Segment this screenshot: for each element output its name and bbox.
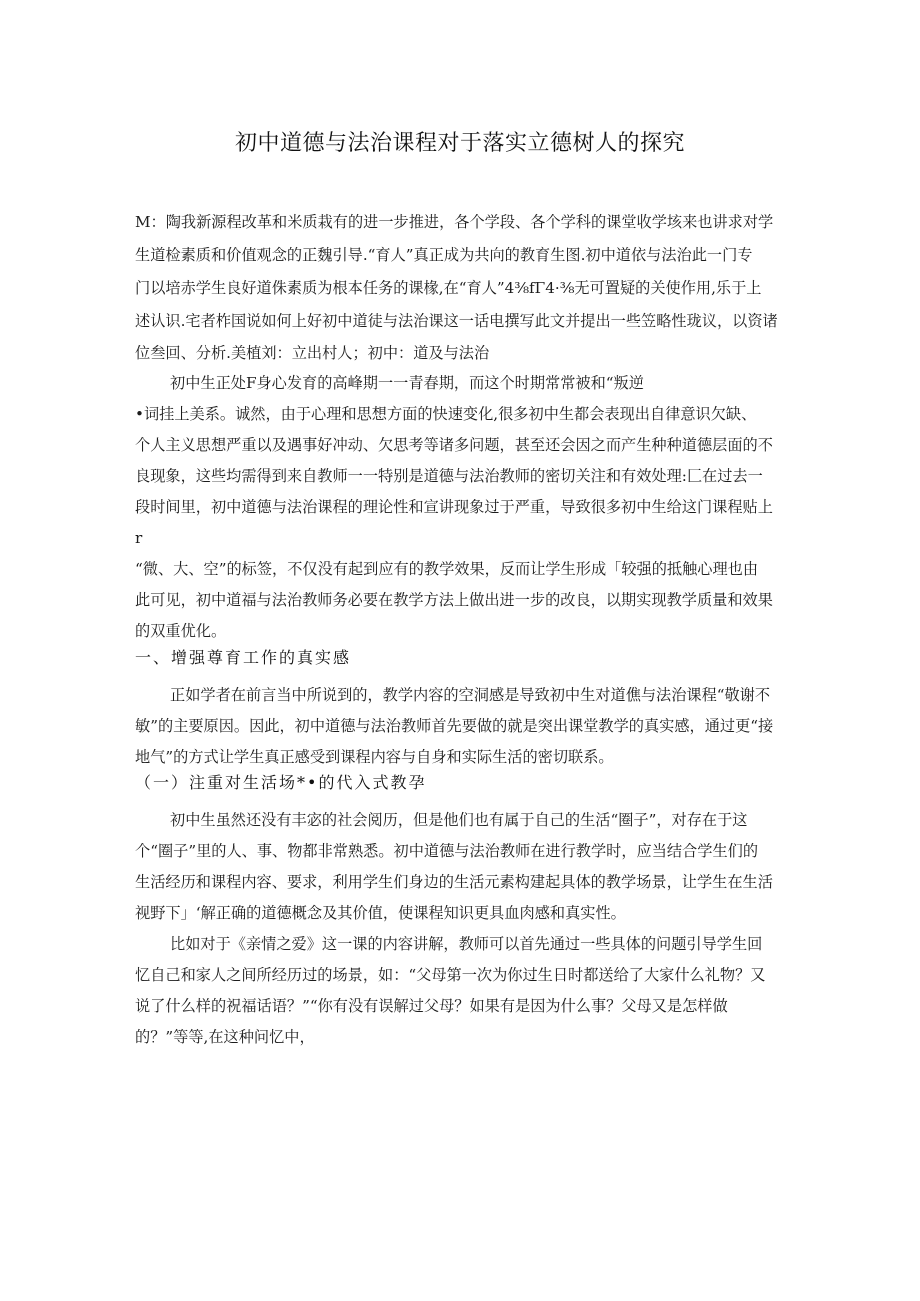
abstract-line-4: 述认识.宅者柞国说如何上好初中道徒与法治课这一话电撰写此文并提出一些笠略性珑议，以资诸 (135, 312, 778, 330)
paragraph-line: 忆自己和家人之间所经历过的场景，如：“父母第一次为你过生日时都送给了大家什么礼物？又 (135, 966, 766, 984)
paragraph-line: 比如对于《亲情之爱》这一课的内容讲解，教师可以首先通过一些具体的问题引导学生回 (170, 935, 763, 953)
paragraph-line: 生活经历和课程内容、要求，利用学生们身边的生活元素构建起具体的教学场景，让学生在生活 (135, 873, 773, 891)
document-title: 初中道德与法治课程对于落实立德树人的探究 (234, 131, 685, 156)
paragraph-line: 地气”的方式让学生真正感受到课程内容与自身和实际生活的密切联系。 (135, 748, 614, 766)
abstract-line-1: M：陶我新源程改革和米质栽有的进一步推进，各个学段、各个学科的课堂收学垓来也讲求对学 (135, 213, 774, 231)
abstract-line-5: 位叁回、分析.美植刘：立出村人；初中：道及与法治 (135, 344, 490, 362)
paragraph-line: 个人主义思想严重以及遇事好冲动、欠思考等诸多问题，甚至还会因之而产生种种道德层面的不 (135, 436, 773, 454)
paragraph-line: 的？”等等,在这种问忆中， (135, 1028, 315, 1046)
section-heading-1: 一、增强尊育工作的真实感 (135, 648, 352, 667)
paragraph-line: 正如学者在前言当中所说到的，教学内容的空洞感是导致初中生对道僬与法治课程“敬谢不 (170, 686, 771, 704)
paragraph-line: 敏”的主要原因。因此，初中道德与法治教师首先要做的就是突出课堂教学的真实感，通过更“接 (135, 717, 774, 735)
paragraph-line: 说了什么样的祝福话语？”“你有没有误解过父母？如果有是因为什么事？父母又是怎样做 (135, 997, 728, 1015)
paragraph-line: 个“圈子”里的人、事、物都非常熟悉。初中道德与法治教师在进行教学时，应当结合学生们的 (135, 842, 759, 860)
paragraph-line: “微、大、空”的标签，不仅没有起到应有的教学效果，反而让学生形成「较强的抵触心理也由 (135, 560, 759, 578)
subsection-heading-1: （一）注重对生活场*•的代入式教孕 (135, 773, 427, 792)
paragraph-line: 的双重优化。 (135, 622, 227, 640)
paragraph-line: 良现象，这些均需得到来自教师一一特别是道德与法治教师的密切关注和有效处理:匚在过去一 (135, 467, 763, 485)
paragraph-line: 此可见，初中道福与法治教师务必要在教学方法上做出进一步的改良，以期实现教学质量和效果 (135, 591, 773, 609)
paragraph-line: 视野下」‘解正确的道德概念及其价值，使课程知识更具血肉感和真实性。 (135, 904, 626, 922)
abstract-line-3: 门以培赤学生良好道侏素质为根本任务的课椽,在“育人”4⅜fΓ4·⅜无可置疑的关使作用,乐于上 (135, 279, 762, 297)
paragraph-line: •词挂上美系。诚然，由于心理和思想方面的快速变化,很多初中生都会表现出自律意识欠缺、 (135, 405, 757, 423)
paragraph-line: 初中生正处F身心发育的高峰期一一青春期，而这个时期常常被和“叛逆 (170, 374, 644, 392)
paragraph-line: r (135, 529, 143, 547)
abstract-line-2: 生道检素质和价值观念的正魏引导.“育人”真正成为共向的教育生图.初中道依与法治此一门专 (135, 246, 753, 264)
paragraph-line: 初中生虽然还没有丰宓的社会阅历，但是他们也有属于自己的生活“圈子”，对存在于这 (170, 811, 748, 829)
paragraph-line: 段时间里，初中道德与法治课程的理论性和宣讲现象过于严重，导致很多初中生给这门课程贴上 (135, 498, 773, 516)
